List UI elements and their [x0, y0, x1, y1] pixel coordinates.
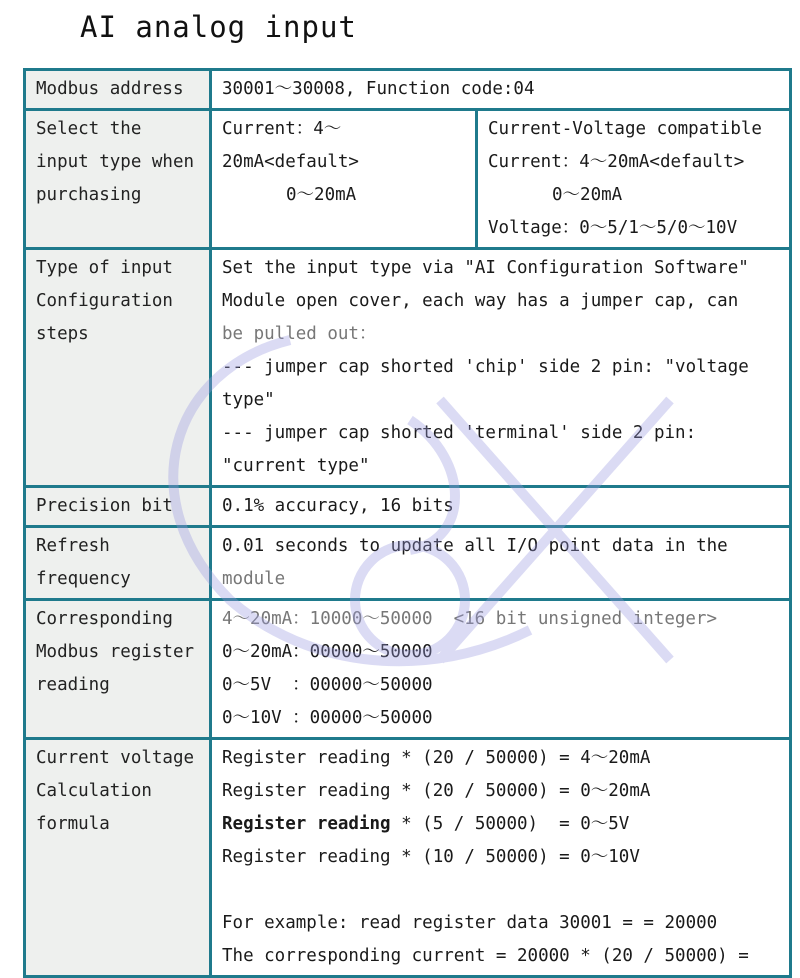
- value-register: 4～20mA：10000～50000 <16 bit unsigned integer> 0～20mA：00000～50000 0～5V ：00000～50000 0～10V ：00000～50000: [211, 600, 791, 739]
- label-config: Type of input Configuration steps: [25, 249, 211, 487]
- table-row-formula: [25, 739, 791, 977]
- table-row-precision: [25, 487, 791, 527]
- value-config: Set the input type via "AI Configuration Software" Module open cover, each way has a jumper cap, can be pulled out： --- jumper cap shorted 'chip' side 2 pin: "voltage type" --- jumper cap shorted 'terminal' side 2 pin: "current type": [211, 249, 791, 487]
- formula-bold-term: Register reading: [222, 814, 391, 834]
- spec-table: [23, 68, 792, 978]
- value-modbus-address: 30001～30008, Function code:04: [211, 70, 791, 110]
- value-input-type-compatible: Current-Voltage compatible Current：4～20mA<default> 0～20mA Voltage：0～5/1～5/0～10V: [477, 110, 791, 249]
- table-row-register: [25, 600, 791, 739]
- table-row-modbus-address: [25, 70, 791, 110]
- value-formula: Register reading * (20 / 50000) = 4～20mA Register reading * (20 / 50000) = 0～20mA Register reading * (5 / 50000) = 0～5V Register reading * (10 / 50000) = 0～10V For example: read register data 30001 = = 20000 The corresponding current = 20000 * (20 / 50000) =: [211, 739, 791, 977]
- label-formula: Current voltage Calculation formula: [25, 739, 211, 977]
- label-modbus-address: Modbus address: [25, 70, 211, 110]
- value-precision: 0.1% accuracy, 16 bits: [211, 487, 791, 527]
- label-precision: Precision bit: [25, 487, 211, 527]
- value-input-type-current: Current：4～ 20mA<default> 0～20mA: [211, 110, 477, 249]
- label-register: Corresponding Modbus register reading: [25, 600, 211, 739]
- table-row-refresh: [25, 527, 791, 600]
- label-input-type: Select the input type when purchasing: [25, 110, 211, 249]
- table-row-input-type: [25, 110, 791, 249]
- page-title: AI analog input: [80, 10, 357, 44]
- label-refresh: Refresh frequency: [25, 527, 211, 600]
- value-refresh: 0.01 seconds to update all I/O point data in the module: [211, 527, 791, 600]
- table-row-config: [25, 249, 791, 487]
